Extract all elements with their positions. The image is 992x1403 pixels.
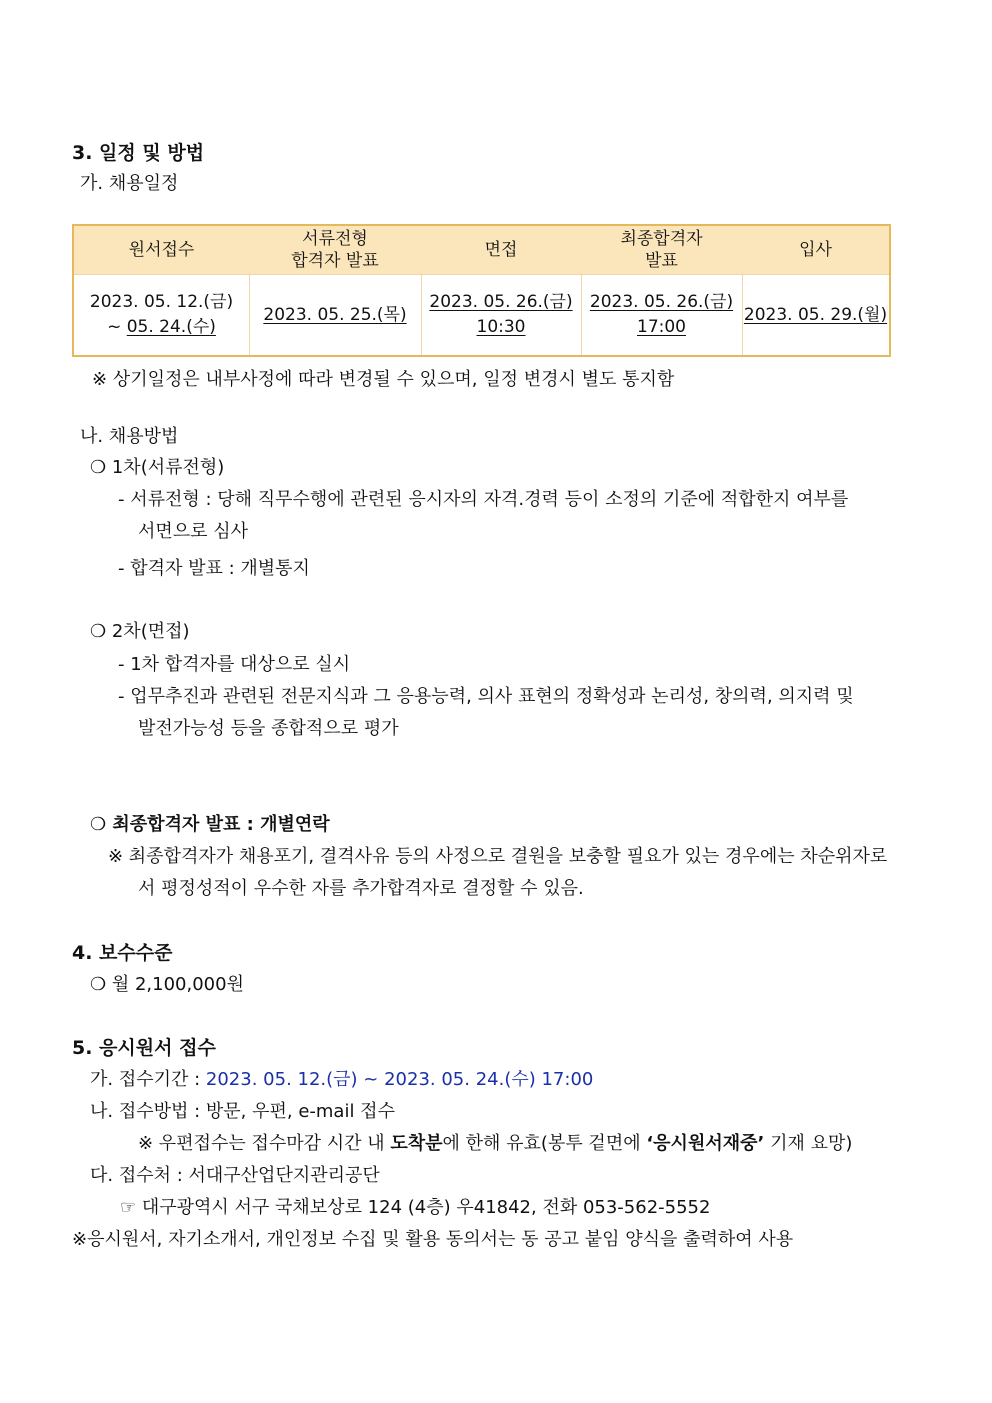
section3-title: 3. 일정 및 방법: [72, 142, 205, 164]
schedule-table: [72, 224, 891, 357]
cell-final-announcement-date: 2023. 05. 26.(금) 17:00: [589, 292, 734, 337]
round1-item1: - 서류전형 : 당해 직무수행에 관련된 응시자의 자격.경력 등이 소정의 기준에 적합한지 여부를: [118, 489, 849, 510]
section5-title: 5. 응시원서 접수: [72, 1037, 216, 1059]
schedule-note: ※ 상기일정은 내부사정에 따라 변경될 수 있으며, 일정 변경시 별도 통지함: [92, 369, 675, 390]
final-announcement-note-cont: 서 평정성적이 우수한 자를 추가합격자로 결정할 수 있음.: [138, 878, 584, 899]
section4-title: 4. 보수수준: [72, 942, 173, 964]
application-method: 나. 접수방법 : 방문, 우편, e-mail 접수: [90, 1101, 395, 1122]
header-joining: 입사: [799, 239, 832, 260]
cell-application-period: 2023. 05. 12.(금) ~ 05. 24.(수): [89, 292, 234, 337]
round1-item1-cont: 서면으로 심사: [138, 521, 249, 542]
header-application: 원서접수: [128, 239, 195, 260]
round2-item1: - 1차 합격자를 대상으로 실시: [118, 654, 351, 675]
cell-document-result-date: 2023. 05. 25.(목): [263, 304, 407, 325]
footer-note: ※응시원서, 자기소개서, 개인정보 수집 및 활용 동의서는 동 공고 붙임 양식을 출력하여 사용: [72, 1229, 794, 1250]
cell-interview-date: 2023. 05. 26.(금) 10:30: [429, 292, 573, 337]
header-interview: 면접: [484, 239, 518, 260]
method-subtitle: 나. 채용방법: [80, 426, 179, 447]
application-period: 가. 접수기간 : 2023. 05. 12.(금) ~ 2023. 05. 24.(수) 17:00: [90, 1069, 594, 1090]
postal-note: ※ 우편접수는 접수마감 시간 내 도착분에 한해 유효(봉투 겉면에 ‘응시원서재중’ 기재 요망): [138, 1133, 853, 1154]
round2-item2-cont: 발전가능성 등을 종합적으로 평가: [138, 718, 399, 739]
application-address: ☞ 대구광역시 서구 국채보상로 124 (4층) 우41842, 전화 053-562-5552: [120, 1197, 711, 1218]
round2-title: ❍ 2차(면접): [90, 621, 190, 642]
schedule-subtitle: 가. 채용일정: [80, 173, 179, 194]
round2-item2: - 업무추진과 관련된 전문지식과 그 응용능력, 의사 표현의 정확성과 논리성, 창의력, 의지력 및: [118, 686, 854, 707]
final-announcement-title: ❍ 최종합격자 발표 : 개별연락: [90, 814, 330, 835]
header-final-announcement: 최종합격자 발표: [620, 228, 703, 271]
round1-title: ❍ 1차(서류전형): [90, 457, 225, 478]
salary-item: ❍ 월 2,100,000원: [90, 974, 244, 995]
application-period-value: 2023. 05. 12.(금) ~ 2023. 05. 24.(수) 17:00: [205, 1069, 594, 1090]
header-document-screening: 서류전형 합격자 발표: [291, 228, 379, 271]
final-announcement-note: ※ 최종합격자가 채용포기, 결격사유 등의 사정으로 결원을 보충할 필요가 있는 경우에는 차순위자로: [108, 846, 888, 867]
round1-item2: - 합격자 발표 : 개별통지: [118, 558, 310, 579]
application-place: 다. 접수처 : 서대구산업단지관리공단: [90, 1165, 380, 1186]
cell-joining-date: 2023. 05. 29.(월): [743, 304, 888, 325]
